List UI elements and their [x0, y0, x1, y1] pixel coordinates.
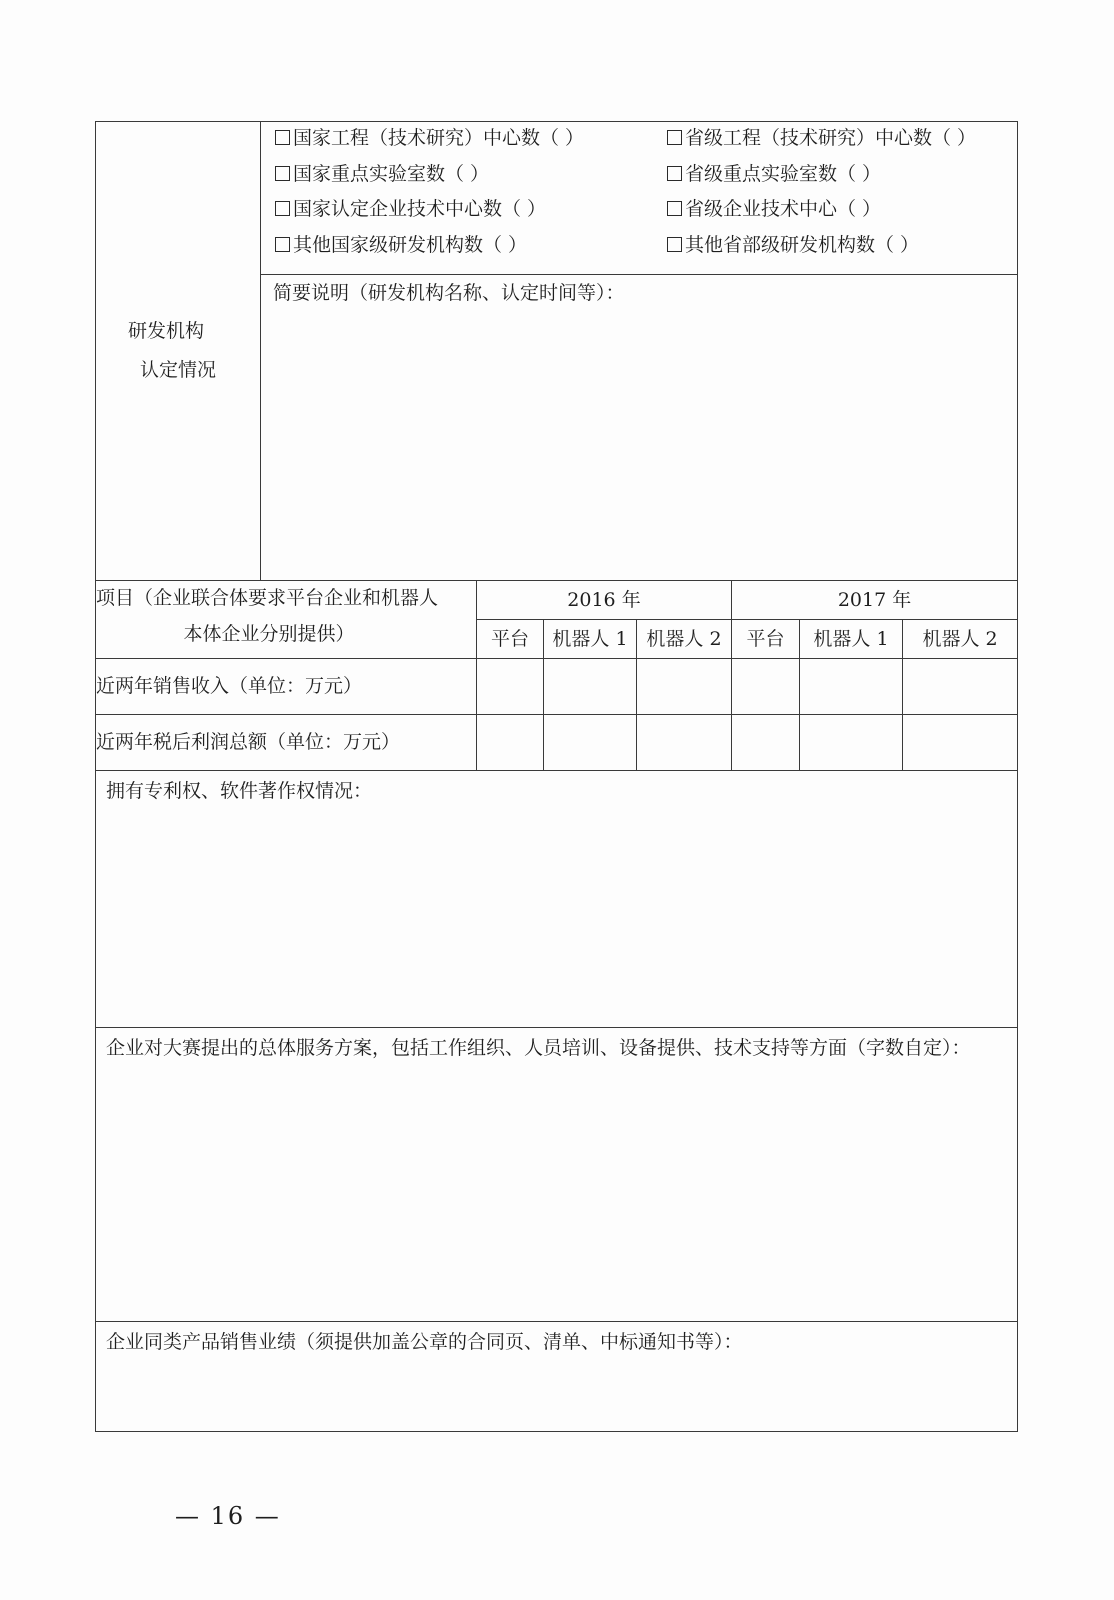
net-profit-label: 近两年税后利润总额（单位：万元） [96, 715, 477, 771]
rd-option-national-tech-center[interactable]: 国家认定企业技术中心数（ ） [275, 197, 667, 222]
profit-2016-platform-cell[interactable] [477, 715, 544, 771]
finance-item-line1: 项目（企业联合体要求平台企业和机器人 [96, 587, 439, 609]
rd-option-provincial-tech-center[interactable]: 省级企业技术中心（ ） [667, 197, 1009, 222]
profit-2017-platform-cell[interactable] [732, 715, 800, 771]
sales-2016-robot1-cell[interactable] [544, 659, 637, 715]
rd-option-other-national[interactable]: 其他国家级研发机构数（ ） [275, 233, 667, 258]
service-plan-label: 企业对大赛提出的总体服务方案，包括工作组织、人员培训、设备提供、技术支持等方面（字数自定）： [106, 1037, 971, 1059]
rd-option-national-eng-center[interactable]: 国家工程（技术研究）中心数（ ） [275, 126, 667, 151]
sub-header-platform-2016: 平台 [477, 620, 544, 659]
sales-2017-robot1-cell[interactable] [800, 659, 903, 715]
sub-header-robot2-2016: 机器人 2 [637, 620, 732, 659]
sub-header-robot1-2017: 机器人 1 [800, 620, 903, 659]
profit-2016-robot1-cell[interactable] [544, 715, 637, 771]
rd-description-label: 简要说明（研发机构名称、认定时间等）： [273, 282, 625, 304]
rd-option-national-key-lab[interactable]: 国家重点实验室数（ ） [275, 162, 667, 187]
checkbox-icon[interactable] [667, 130, 682, 145]
sales-record-cell[interactable] [96, 1322, 1018, 1432]
sales-2016-platform-cell[interactable] [477, 659, 544, 715]
sales-2017-platform-cell[interactable] [732, 659, 800, 715]
checkbox-icon[interactable] [667, 201, 682, 216]
sales-2016-robot2-cell[interactable] [637, 659, 732, 715]
checkbox-icon[interactable] [275, 201, 290, 216]
checkbox-icon[interactable] [667, 237, 682, 252]
checkbox-icon[interactable] [275, 166, 290, 181]
checkbox-icon[interactable] [275, 130, 290, 145]
rd-label-line1: 研发机构 [127, 320, 204, 343]
profit-2017-robot2-cell[interactable] [903, 715, 1018, 771]
patents-row [96, 771, 1018, 1028]
rd-options-cell [261, 122, 1018, 275]
rd-label-cell [96, 122, 261, 581]
rd-options-row [96, 122, 1018, 275]
rd-description-cell[interactable] [261, 275, 1018, 581]
finance-item-line2: 本体企业分别提供） [183, 623, 355, 645]
sub-header-platform-2017: 平台 [732, 620, 800, 659]
rd-option-provincial-eng-center[interactable]: 省级工程（技术研究）中心数（ ） [667, 126, 1009, 151]
sub-header-robot2-2017: 机器人 2 [903, 620, 1018, 659]
profit-2016-robot2-cell[interactable] [637, 715, 732, 771]
checkbox-icon[interactable] [275, 237, 290, 252]
sub-header-robot1-2016: 机器人 1 [544, 620, 637, 659]
finance-header-row [96, 581, 1018, 620]
finance-item-header [96, 581, 477, 659]
rd-label-line2: 认定情况 [139, 359, 216, 381]
patents-label: 拥有专利权、软件著作权情况： [106, 780, 373, 802]
sales-revenue-row [96, 659, 1018, 715]
year-2017-header: 2017 年 [732, 581, 1018, 620]
sales-record-row [96, 1322, 1018, 1432]
year-2016-header: 2016 年 [477, 581, 732, 620]
sales-record-label: 企业同类产品销售业绩（须提供加盖公章的合同页、清单、中标通知书等）： [106, 1331, 743, 1353]
sales-2017-robot2-cell[interactable] [903, 659, 1018, 715]
patents-cell[interactable] [96, 771, 1018, 1028]
profit-2017-robot1-cell[interactable] [800, 715, 903, 771]
rd-option-provincial-key-lab[interactable]: 省级重点实验室数（ ） [667, 162, 1009, 187]
net-profit-row [96, 715, 1018, 771]
page-number: — 16 — [175, 1502, 281, 1530]
application-form-table [95, 121, 1018, 1432]
service-plan-cell[interactable] [96, 1028, 1018, 1322]
rd-options-grid [261, 122, 1017, 262]
checkbox-icon[interactable] [667, 166, 682, 181]
rd-option-other-provincial[interactable]: 其他省部级研发机构数（ ） [667, 233, 1009, 258]
service-plan-row [96, 1028, 1018, 1322]
sales-revenue-label: 近两年销售收入（单位：万元） [96, 659, 477, 715]
